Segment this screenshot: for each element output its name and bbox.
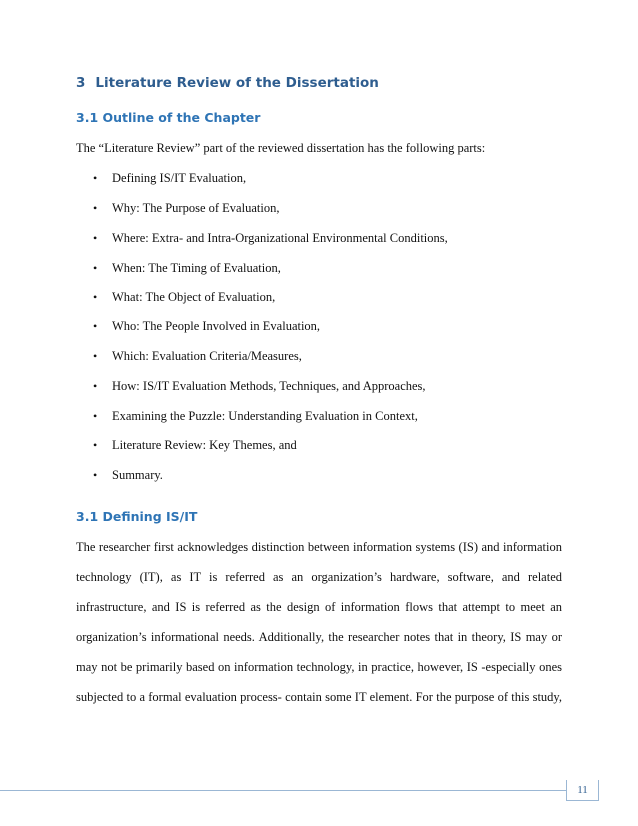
bullet-icon: • xyxy=(93,201,98,215)
bullet-icon: • xyxy=(93,379,98,393)
list-item: • Defining IS/IT Evaluation, xyxy=(93,171,247,185)
list-item: • Who: The People Involved in Evaluation, xyxy=(93,319,321,333)
paragraph-line: The researcher first acknowledges distinction between information systems (IS) and information xyxy=(76,540,562,554)
chapter-number: 3 xyxy=(76,75,86,91)
page-number: 11 xyxy=(566,780,599,801)
bullet-icon: • xyxy=(93,468,98,482)
list-item: • What: The Object of Evaluation, xyxy=(93,290,276,304)
chapter-title: Literature Review of the Dissertation xyxy=(95,75,379,91)
defining-heading: 3.1 Defining IS/IT xyxy=(76,509,198,524)
list-item: • Where: Extra- and Intra-Organizational Environmental Conditions, xyxy=(93,231,448,245)
list-item: • Why: The Purpose of Evaluation, xyxy=(93,201,280,215)
bullet-icon: • xyxy=(93,171,98,185)
outline-intro: The “Literature Review” part of the reviewed dissertation has the following parts: xyxy=(76,141,486,155)
list-item: • How: IS/IT Evaluation Methods, Techniques, and Approaches, xyxy=(93,379,426,393)
list-item: • Examining the Puzzle: Understanding Evaluation in Context, xyxy=(93,409,418,423)
paragraph-line: may not be primarily based on information technology, in practice, however, IS -especially ones xyxy=(76,660,562,674)
list-item: • Which: Evaluation Criteria/Measures, xyxy=(93,349,302,363)
bullet-icon: • xyxy=(93,319,98,333)
bullet-icon: • xyxy=(93,290,98,304)
bullet-icon: • xyxy=(93,349,98,363)
bullet-icon: • xyxy=(93,231,98,245)
chapter-heading xyxy=(76,75,379,91)
bullet-icon: • xyxy=(93,409,98,423)
list-item: • When: The Timing of Evaluation, xyxy=(93,261,281,275)
paragraph-line: technology (IT), as IT is referred as an organization’s hardware, software, and related xyxy=(76,570,562,584)
list-item: • Literature Review: Key Themes, and xyxy=(93,438,297,452)
paragraph-line: organization’s informational needs. Additionally, the researcher notes that in theory, IS may or xyxy=(76,630,562,644)
bullet-icon: • xyxy=(93,438,98,452)
footer-divider xyxy=(0,790,566,791)
paragraph-line: infrastructure, and IS is referred as the design of information flows that attempt to meet an xyxy=(76,600,562,614)
list-item: • Summary. xyxy=(93,468,163,482)
paragraph-line: subjected to a formal evaluation process- contain some IT element. For the purpose of this study, xyxy=(76,690,562,704)
outline-heading: 3.1 Outline of the Chapter xyxy=(76,110,261,125)
bullet-icon: • xyxy=(93,261,98,275)
